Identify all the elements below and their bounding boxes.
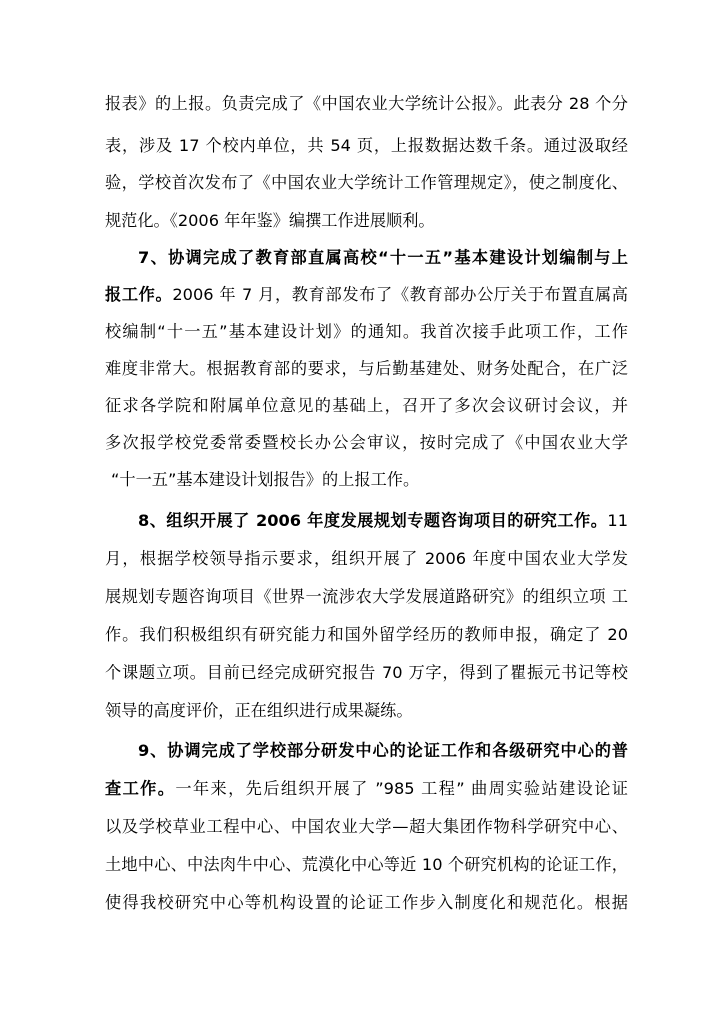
text-line-3 [105,165,628,201]
text-segment: 使得我校研究中心等机构设置的论证工作步入制度化和规范化。根据 [105,893,628,912]
text-segment: 月，根据学校领导指示要求，组织开展了 2006 年度中国农业大学发 [105,549,628,568]
text-line-2 [105,128,628,164]
text-line-19 [105,771,628,807]
text-segment: 校编制“十一五”基本建设计划》的通知。我首次接手此项工作，工作 [105,322,628,341]
heading-item-8 [138,503,628,539]
text-line-16 [105,655,628,691]
text-line-9 [105,388,628,424]
heading-item-7 [138,240,628,276]
text-segment: 多次报学校党委常委暨校长办公会审议，按时完成了《中国农业大学 [105,433,628,452]
heading-item-9 [138,733,628,769]
text-segment: 以及学校草业工程中心、中国农业大学—超大集团作物科学研究中心、 [105,817,628,836]
text-line-4 [105,203,628,239]
bold-heading: 查工作。 [105,779,176,798]
bold-heading: 8、组织开展了 2006 年度发展规划专题咨询项目的研究工作。 [138,511,608,530]
text-segment: 11 [607,511,628,530]
text-line-22 [105,885,628,921]
text-segment: “十一五”基本建设计划报告》的上报工作。 [111,470,420,489]
text-segment: 个课题立项。目前已经完成研究报告 70 万字，得到了瞿振元书记等校 [105,663,628,682]
text-line-7 [105,314,628,350]
text-line-21 [105,847,628,883]
text-segment: 难度非常大。根据教育部的要求，与后勤基建处、财务处配合，在广泛 [105,359,628,378]
text-segment: 领导的高度评价，正在组织进行成果凝练。 [105,701,413,720]
text-line-20 [105,809,628,845]
text-line-15 [105,617,628,653]
text-segment: 一年来，先后组织开展了 ”985 工程” 曲周实验站建设论证 [175,779,628,798]
bold-heading: 7、协调完成了教育部直属高校“十一五”基本建设计划编制与上 [138,248,628,267]
bold-heading: 9、协调完成了学校部分研发中心的论证工作和各级研究中心的普 [138,741,628,760]
text-line-1 [105,86,628,122]
text-line-8 [105,351,628,387]
text-segment: 表，涉及 17 个校内单位，共 54 页，上报数据达数千条。通过汲取经 [105,136,628,155]
text-segment: 征求各学院和附属单位意见的基础上，召开了多次会议研讨会议，并 [105,396,628,415]
text-line-10 [105,425,628,461]
bold-heading: 报工作。 [105,285,173,304]
text-segment: 报表》的上报。负责完成了《中国农业大学统计公报》。此表分 28 个分 [105,94,628,113]
text-segment: 作。我们积极组织有研究能力和国外留学经历的教师申报，确定了 20 [105,625,628,644]
text-segment: 土地中心、中法肉牛中心、荒漠化中心等近 10 个研究机构的论证工作， [105,855,628,874]
text-line-17 [105,693,628,729]
text-segment: 2006 年 7 月，教育部发布了《教育部办公厅关于布置直属高 [172,285,628,304]
text-segment: 验，学校首次发布了《中国农业大学统计工作管理规定》，使之制度化、 [105,173,628,192]
text-line-11 [111,462,634,498]
text-segment: 展规划专题咨询项目《世界一流涉农大学发展道路研究》的组织立项 工 [105,587,628,606]
text-line-14 [105,579,628,615]
text-line-6 [105,277,628,313]
text-segment: 规范化。《2006 年年鉴》编撰工作进展顺利。 [105,211,435,230]
text-line-13 [105,541,628,577]
